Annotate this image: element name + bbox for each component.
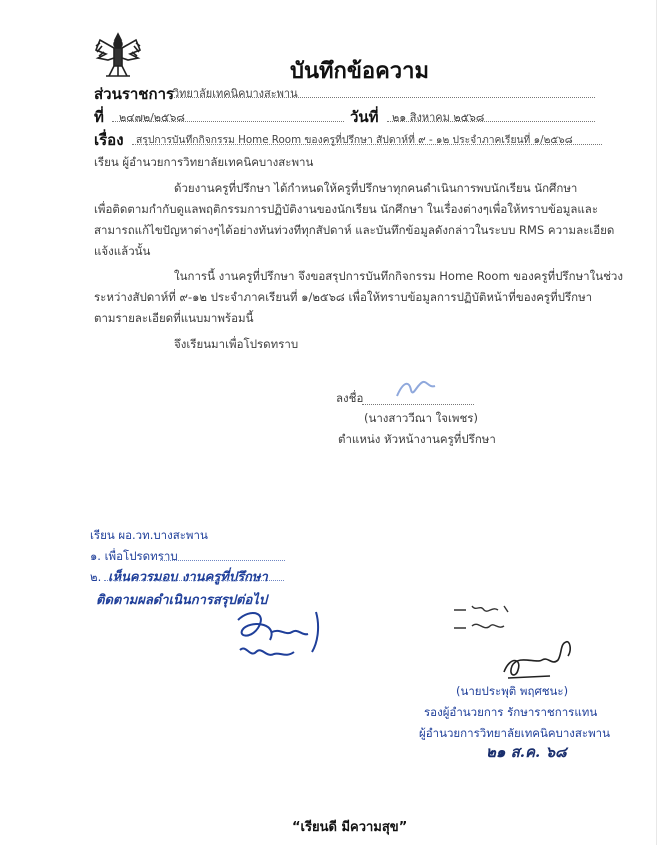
- subject-value: สรุปการบันทึกกิจกรรม Home Room ของครูที่ปรึกษา สัปดาห์ที่ ๙ - ๑๒ ประจำภาคเรียนที่ ๑/๒๕๖๘: [136, 134, 573, 146]
- item2-dotted-line: [104, 580, 284, 581]
- agency-label: ส่วนราชการ: [94, 85, 175, 103]
- endorsement-item2-number: ๒.: [90, 570, 102, 584]
- para1-line: ด้วยงานครูที่ปรึกษา ได้กำหนดให้ครูที่ปรึกษาทุกคนดำเนินการพบนักเรียน นักศึกษา: [174, 181, 578, 195]
- handwritten-date: ๒๑ ส.ค. ๖๘: [486, 743, 567, 761]
- ref-value: ๒๔๗๒/๒๕๖๘: [119, 111, 185, 124]
- subject-label: เรื่อง: [94, 131, 124, 149]
- signer2-position2: ผู้อำนวยการวิทยาลัยเทคนิคบางสะพาน: [419, 726, 611, 740]
- salutation: เรียน ผู้อำนวยการวิทยาลัยเทคนิคบางสะพาน: [94, 155, 314, 169]
- handwritten-signature-left: [228, 606, 328, 672]
- signer2-position1: รองผู้อำนวยการ รักษาราชการแทน: [424, 705, 598, 719]
- sign-label: ลงชื่อ: [336, 391, 364, 405]
- endorsement-item1: ๑. เพื่อโปรดทราบ: [90, 549, 178, 563]
- para1-line: เพื่อติดตามกำกับดูแลพฤติกรรมการปฏิบัติงานของนักเรียน นักศึกษา ในเรื่องต่างๆเพื่อให้ทราบข้อมูลและ: [94, 202, 599, 216]
- signer1-name: (นางสาววีณา ใจเพชร): [364, 411, 478, 425]
- para1-line: สามารถแก้ไขปัญหาต่างๆได้อย่างทันท่วงทีทุกสัปดาห์ และบันทึกข้อมูลดังกล่าวในระบบ RMS ความละเอียด: [94, 223, 615, 237]
- signer2-name: (นายประพุติ พฤศชนะ): [456, 684, 569, 698]
- document-title: บันทึกข้อความ: [290, 59, 430, 84]
- date-dotted-line: [387, 121, 595, 122]
- ref-dotted-line: [112, 121, 344, 122]
- agency-value: วิทยาลัยเทคนิคบางสะพาน: [173, 87, 298, 100]
- signature-dotted-line: [362, 404, 474, 405]
- endorsement-to: เรียน ผอ.วท.บางสะพาน: [90, 528, 208, 542]
- ref-label: ที่: [94, 108, 104, 126]
- para2-line: ในการนี้ งานครูที่ปรึกษา จึงขอสรุปการบันทึกกิจกรรม Home Room ของครูที่ปรึกษาในช่วง: [174, 269, 623, 283]
- signature-mark: [395, 376, 437, 402]
- item1-dotted-line: [160, 560, 285, 561]
- para2-line: ระหว่างสัปดาห์ที่ ๙-๑๒ ประจำภาคเรียนที่ ๑/๒๕๖๘ เพื่อให้ทราบข้อมูลการปฏิบัติหน้าที่ของครูที่ปรึกษา: [94, 290, 593, 304]
- handwritten-note-line1: เห็นควรมอบ งานครูที่ปรึกษา: [108, 570, 268, 585]
- handwritten-note-line2: ติดตามผลดำเนินการสรุปต่อไป: [96, 593, 268, 608]
- footer-slogan: “เรียนดี มีความสุข”: [292, 820, 408, 835]
- signer1-position: ตำแหน่ง หัวหน้างานครูที่ปรึกษา: [338, 432, 496, 446]
- handwritten-signature-right: [500, 636, 578, 682]
- handwritten-ack-marks: [448, 600, 528, 636]
- garuda-emblem-icon: [92, 30, 144, 82]
- closing-line: จึงเรียนมาเพื่อโปรดทราบ: [174, 337, 299, 351]
- date-label: วันที่: [350, 108, 379, 126]
- para2-line: ตามรายละเอียดที่แนบมาพร้อมนี้: [94, 311, 254, 325]
- agency-dotted-line: [170, 97, 595, 98]
- date-value: ๒๑ สิงหาคม ๒๕๖๘: [392, 111, 485, 124]
- para1-line: แจ้งแล้วนั้น: [94, 244, 151, 258]
- subject-dotted-line: [132, 144, 602, 145]
